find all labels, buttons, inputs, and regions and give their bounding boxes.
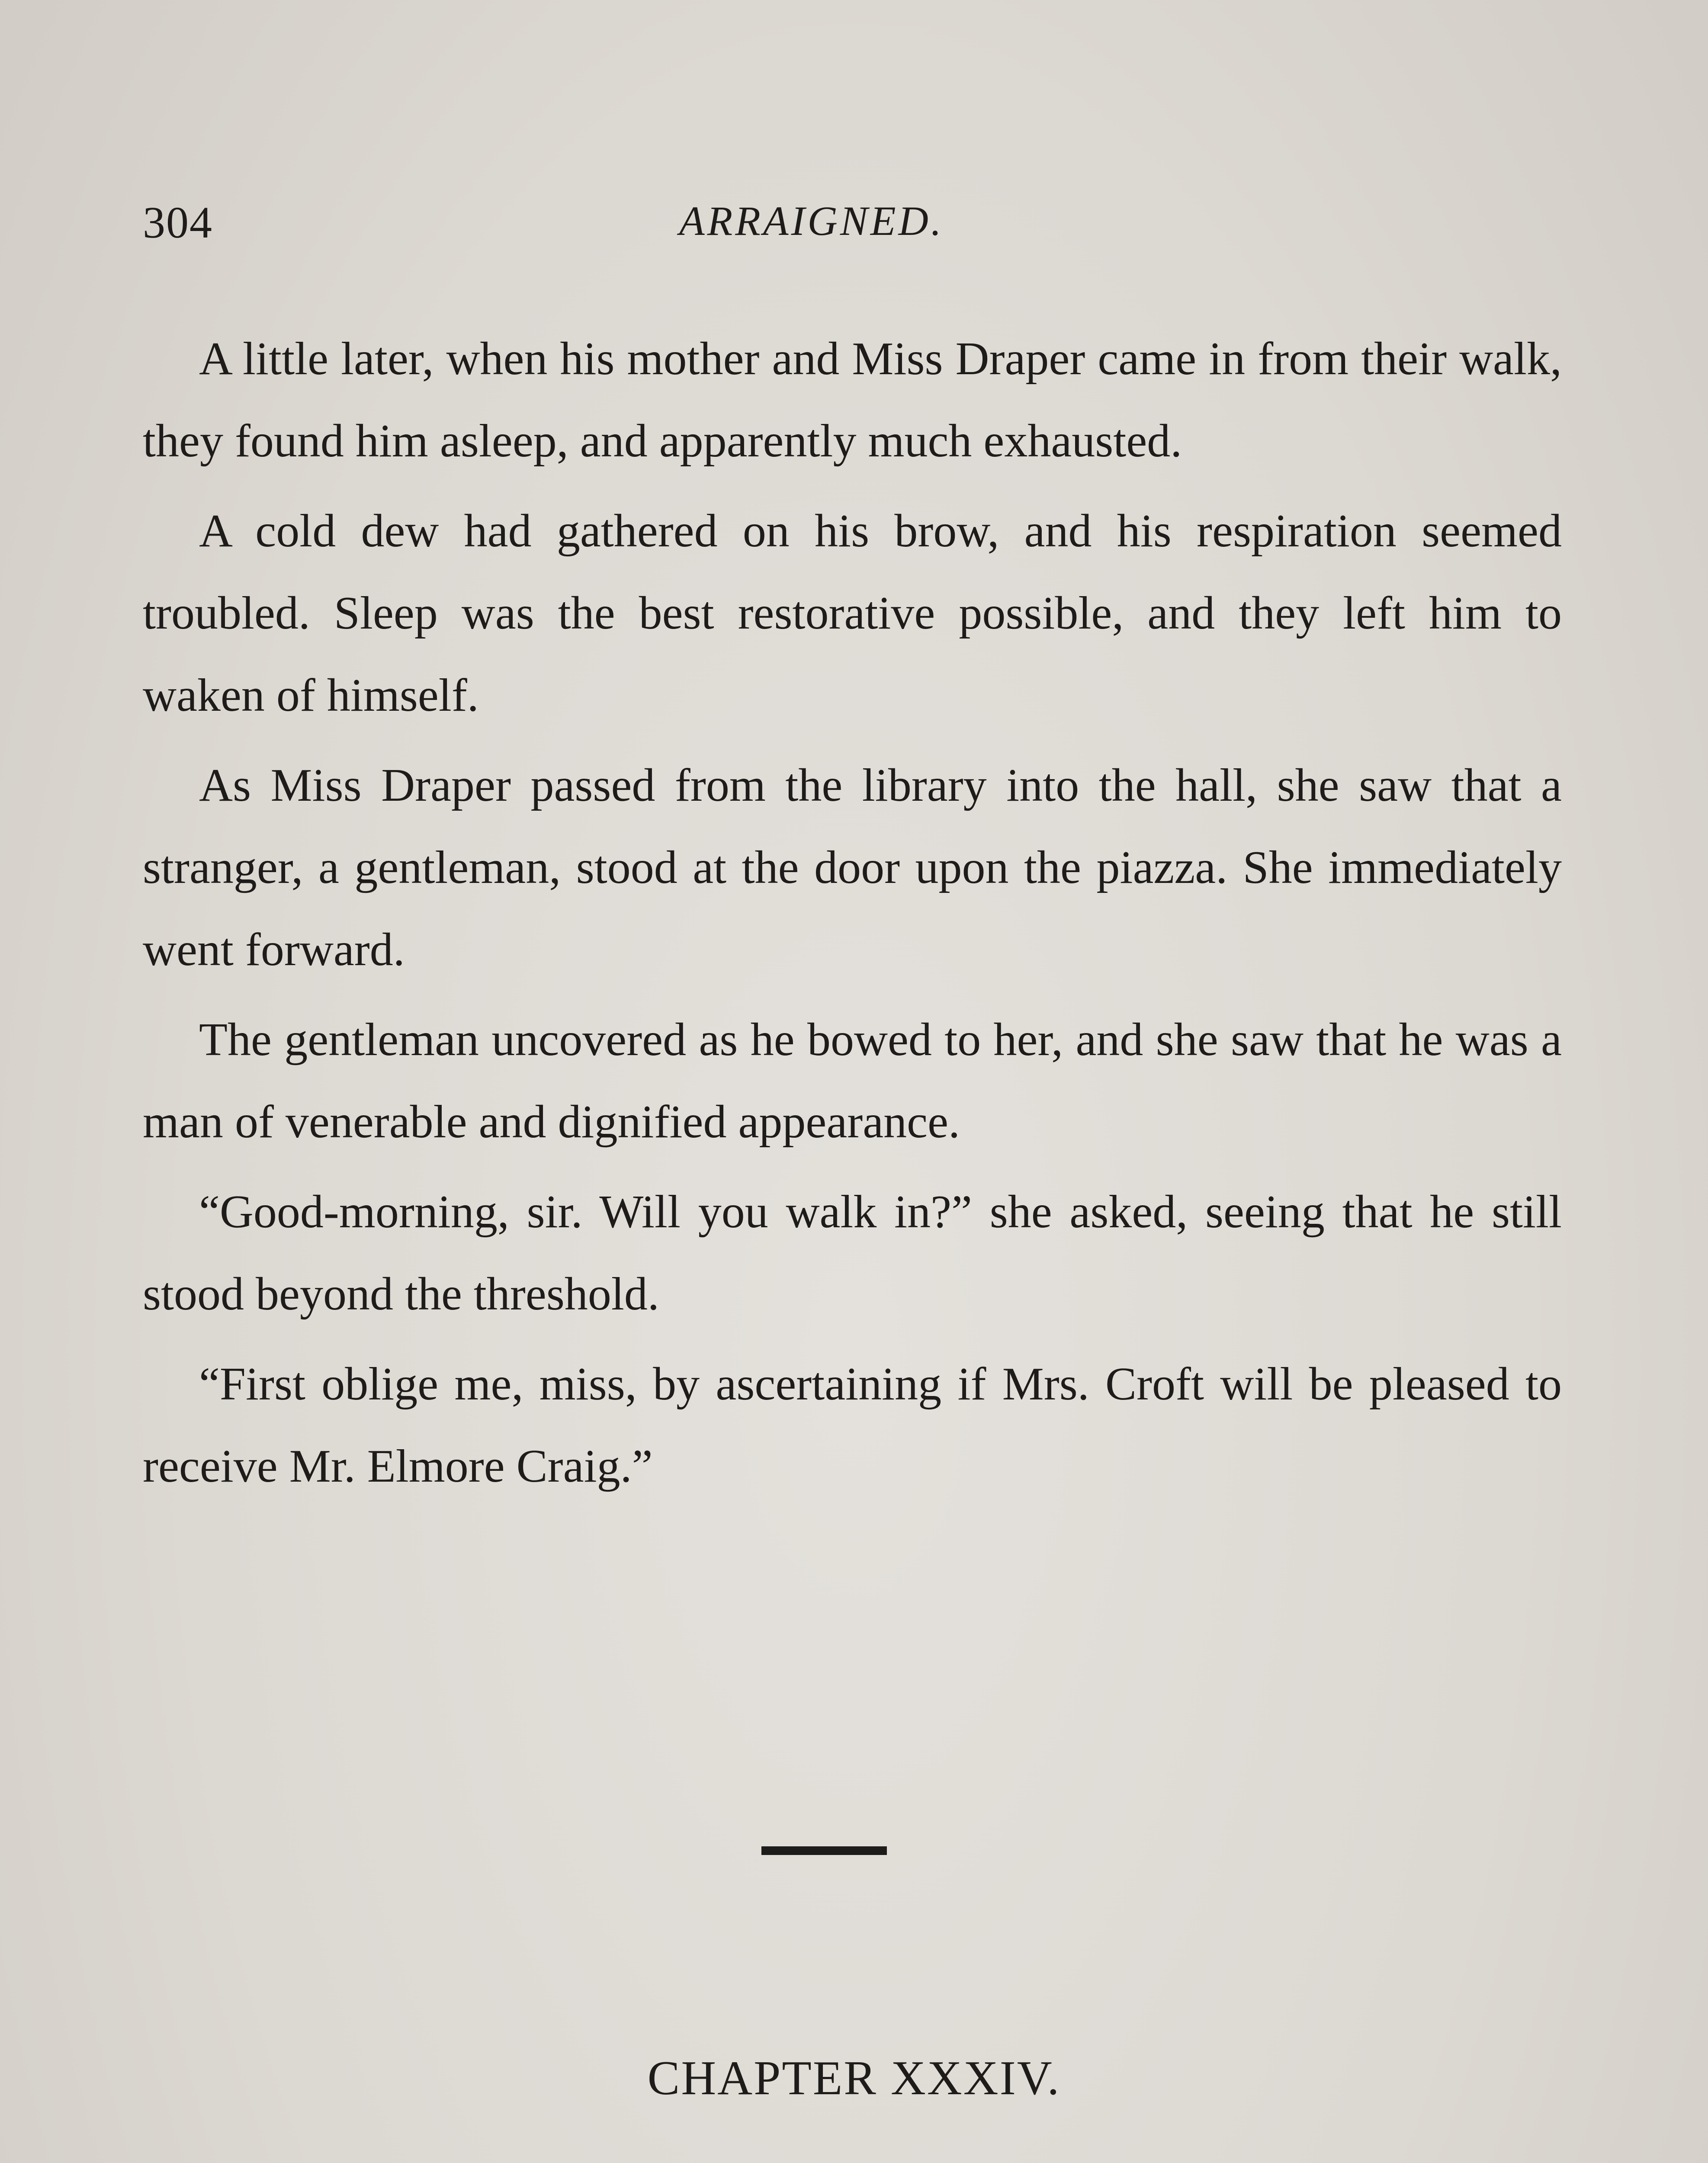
page-number: 304 <box>143 198 213 247</box>
paragraph: “Good-morning, sir. Will you walk in?” she asked, seeing that he still stood beyond the threshold. <box>143 1186 1562 1320</box>
paragraph: As Miss Draper passed from the library into the hall, she saw that a stranger, a gentleman, stood at the door upon the piazza. She immediately went forward. <box>143 760 1562 976</box>
paragraph: The gentleman uncovered as he bowed to her, and she saw that he was a man of venerable and dignified appearance. <box>143 1014 1562 1148</box>
paragraph: A cold dew had gathered on his brow, and his respiration seemed troubled. Sleep was the best restorative possible, and they left him to waken of himself. <box>143 505 1562 721</box>
chapter-title: CHAPTER XXXIV. <box>647 2051 1061 2105</box>
section-divider <box>761 1846 887 1855</box>
running-head: ARRAIGNED. <box>679 198 944 244</box>
paragraph: A little later, when his mother and Miss Draper came in from their walk, they found him asleep, and apparently much exhausted. <box>143 333 1562 467</box>
paragraph: “First oblige me, miss, by ascertaining if Mrs. Croft will be pleased to receive Mr. Elmore Craig.” <box>143 1358 1562 1492</box>
body-text <box>143 318 1562 1515</box>
